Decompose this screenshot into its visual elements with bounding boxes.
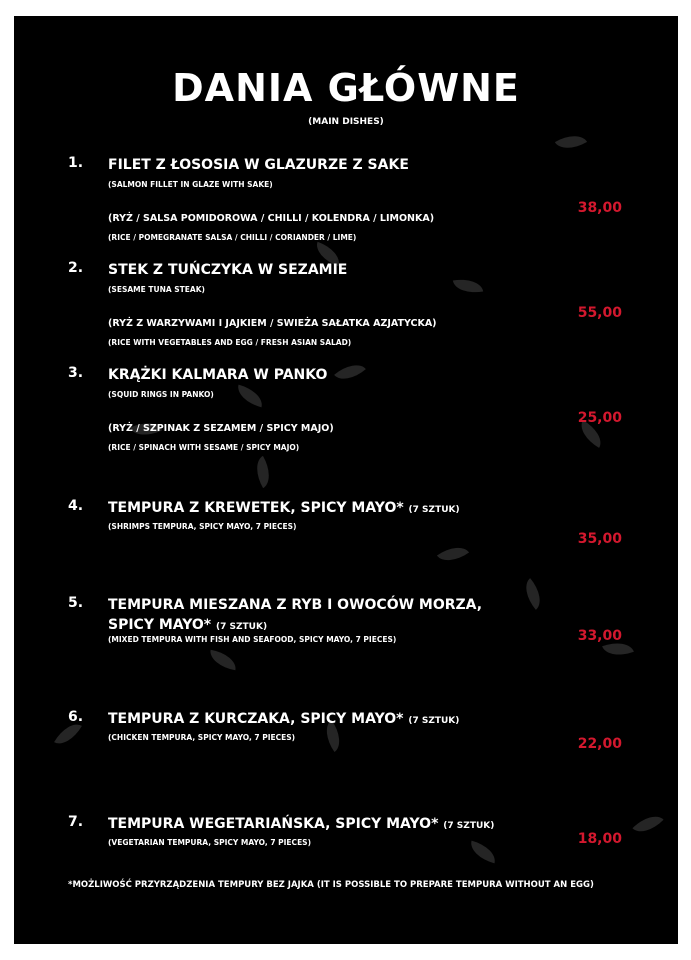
leaf-decoration [437,539,469,568]
item-name: TEMPURA WEGETARIAŃSKA, SPICY MAYO* (7 SZTUK) [108,816,495,832]
item-price: 22,00 [577,736,622,752]
item-sides-translation: (RICE WITH VEGETABLES AND EGG / FRESH ASIAN SALAD) [108,338,352,347]
leaf-decoration [555,128,587,156]
item-name: STEK Z TUŃCZYKA W SEZAMIE [108,262,348,278]
item-price: 35,00 [577,531,622,547]
item-sides-translation: (RICE / SPINACH WITH SESAME / SPICY MAJO) [108,443,300,452]
item-name: KRĄŻKI KALMARA W PANKO [108,367,328,383]
leaf-decoration [249,456,277,488]
item-number: 5. [68,595,84,611]
leaf-decoration [208,650,238,671]
item-number: 7. [68,814,84,830]
leaf-decoration [518,578,548,610]
item-sides: (RYŻ Z WARZYWAMI I JAJKIEM / SWIEŻA SAŁATKA AZJATYCKA) [108,318,437,329]
item-number: 3. [68,365,84,381]
item-translation: (CHICKEN TEMPURA, SPICY MAYO, 7 PIECES) [108,733,296,742]
leaf-decoration [234,385,265,408]
leaf-decoration [467,841,498,864]
item-translation: (MIXED TEMPURA WITH FISH AND SEAFOOD, SPICY MAYO, 7 PIECES) [108,635,397,644]
menu-page [14,16,678,944]
item-name: TEMPURA Z KREWETEK, SPICY MAYO* (7 SZTUK) [108,500,460,516]
item-price: 25,00 [577,410,622,426]
leaf-decoration [632,808,663,839]
item-number: 2. [68,260,84,276]
item-price: 55,00 [577,305,622,321]
item-name: TEMPURA MIESZANA Z RYB I OWOCÓW MORZA, SPICY MAYO* (7 SZTUK) [108,597,483,633]
item-translation: (SESAME TUNA STEAK) [108,285,205,294]
item-price: 33,00 [577,628,622,644]
page-title: DANIA GŁÓWNE [172,66,520,110]
item-number: 4. [68,498,84,514]
item-number: 1. [68,155,84,171]
footnote: *MOŻLIWOŚĆ PRZYRZĄDZENIA TEMPURY BEZ JAJKA (IT IS POSSIBLE TO PREPARE TEMPURA WITHOUT AN EGG) [68,880,594,890]
item-sides-translation: (RICE / POMEGRANATE SALSA / CHILLI / CORIANDER / LIME) [108,233,357,242]
item-translation: (VEGETARIAN TEMPURA, SPICY MAYO, 7 PIECES) [108,838,312,847]
item-translation: (SQUID RINGS IN PANKO) [108,390,214,399]
item-price: 18,00 [577,831,622,847]
item-sides: (RYŻ / SALSA POMIDOROWA / CHILLI / KOLENDRA / LIMONKA) [108,213,435,224]
item-name: TEMPURA Z KURCZAKA, SPICY MAYO* (7 SZTUK) [108,711,460,727]
item-number: 6. [68,709,84,725]
item-translation: (SALMON FILLET IN GLAZE WITH SAKE) [108,180,273,189]
page-subtitle: (MAIN DISHES) [308,117,384,127]
item-sides: (RYŻ / SZPINAK Z SEZAMEM / SPICY MAJO) [108,423,334,434]
item-translation: (SHRIMPS TEMPURA, SPICY MAYO, 7 PIECES) [108,522,297,531]
item-price: 38,00 [577,200,622,216]
item-name: FILET Z ŁOSOSIA W GLAZURZE Z SAKE [108,157,409,173]
